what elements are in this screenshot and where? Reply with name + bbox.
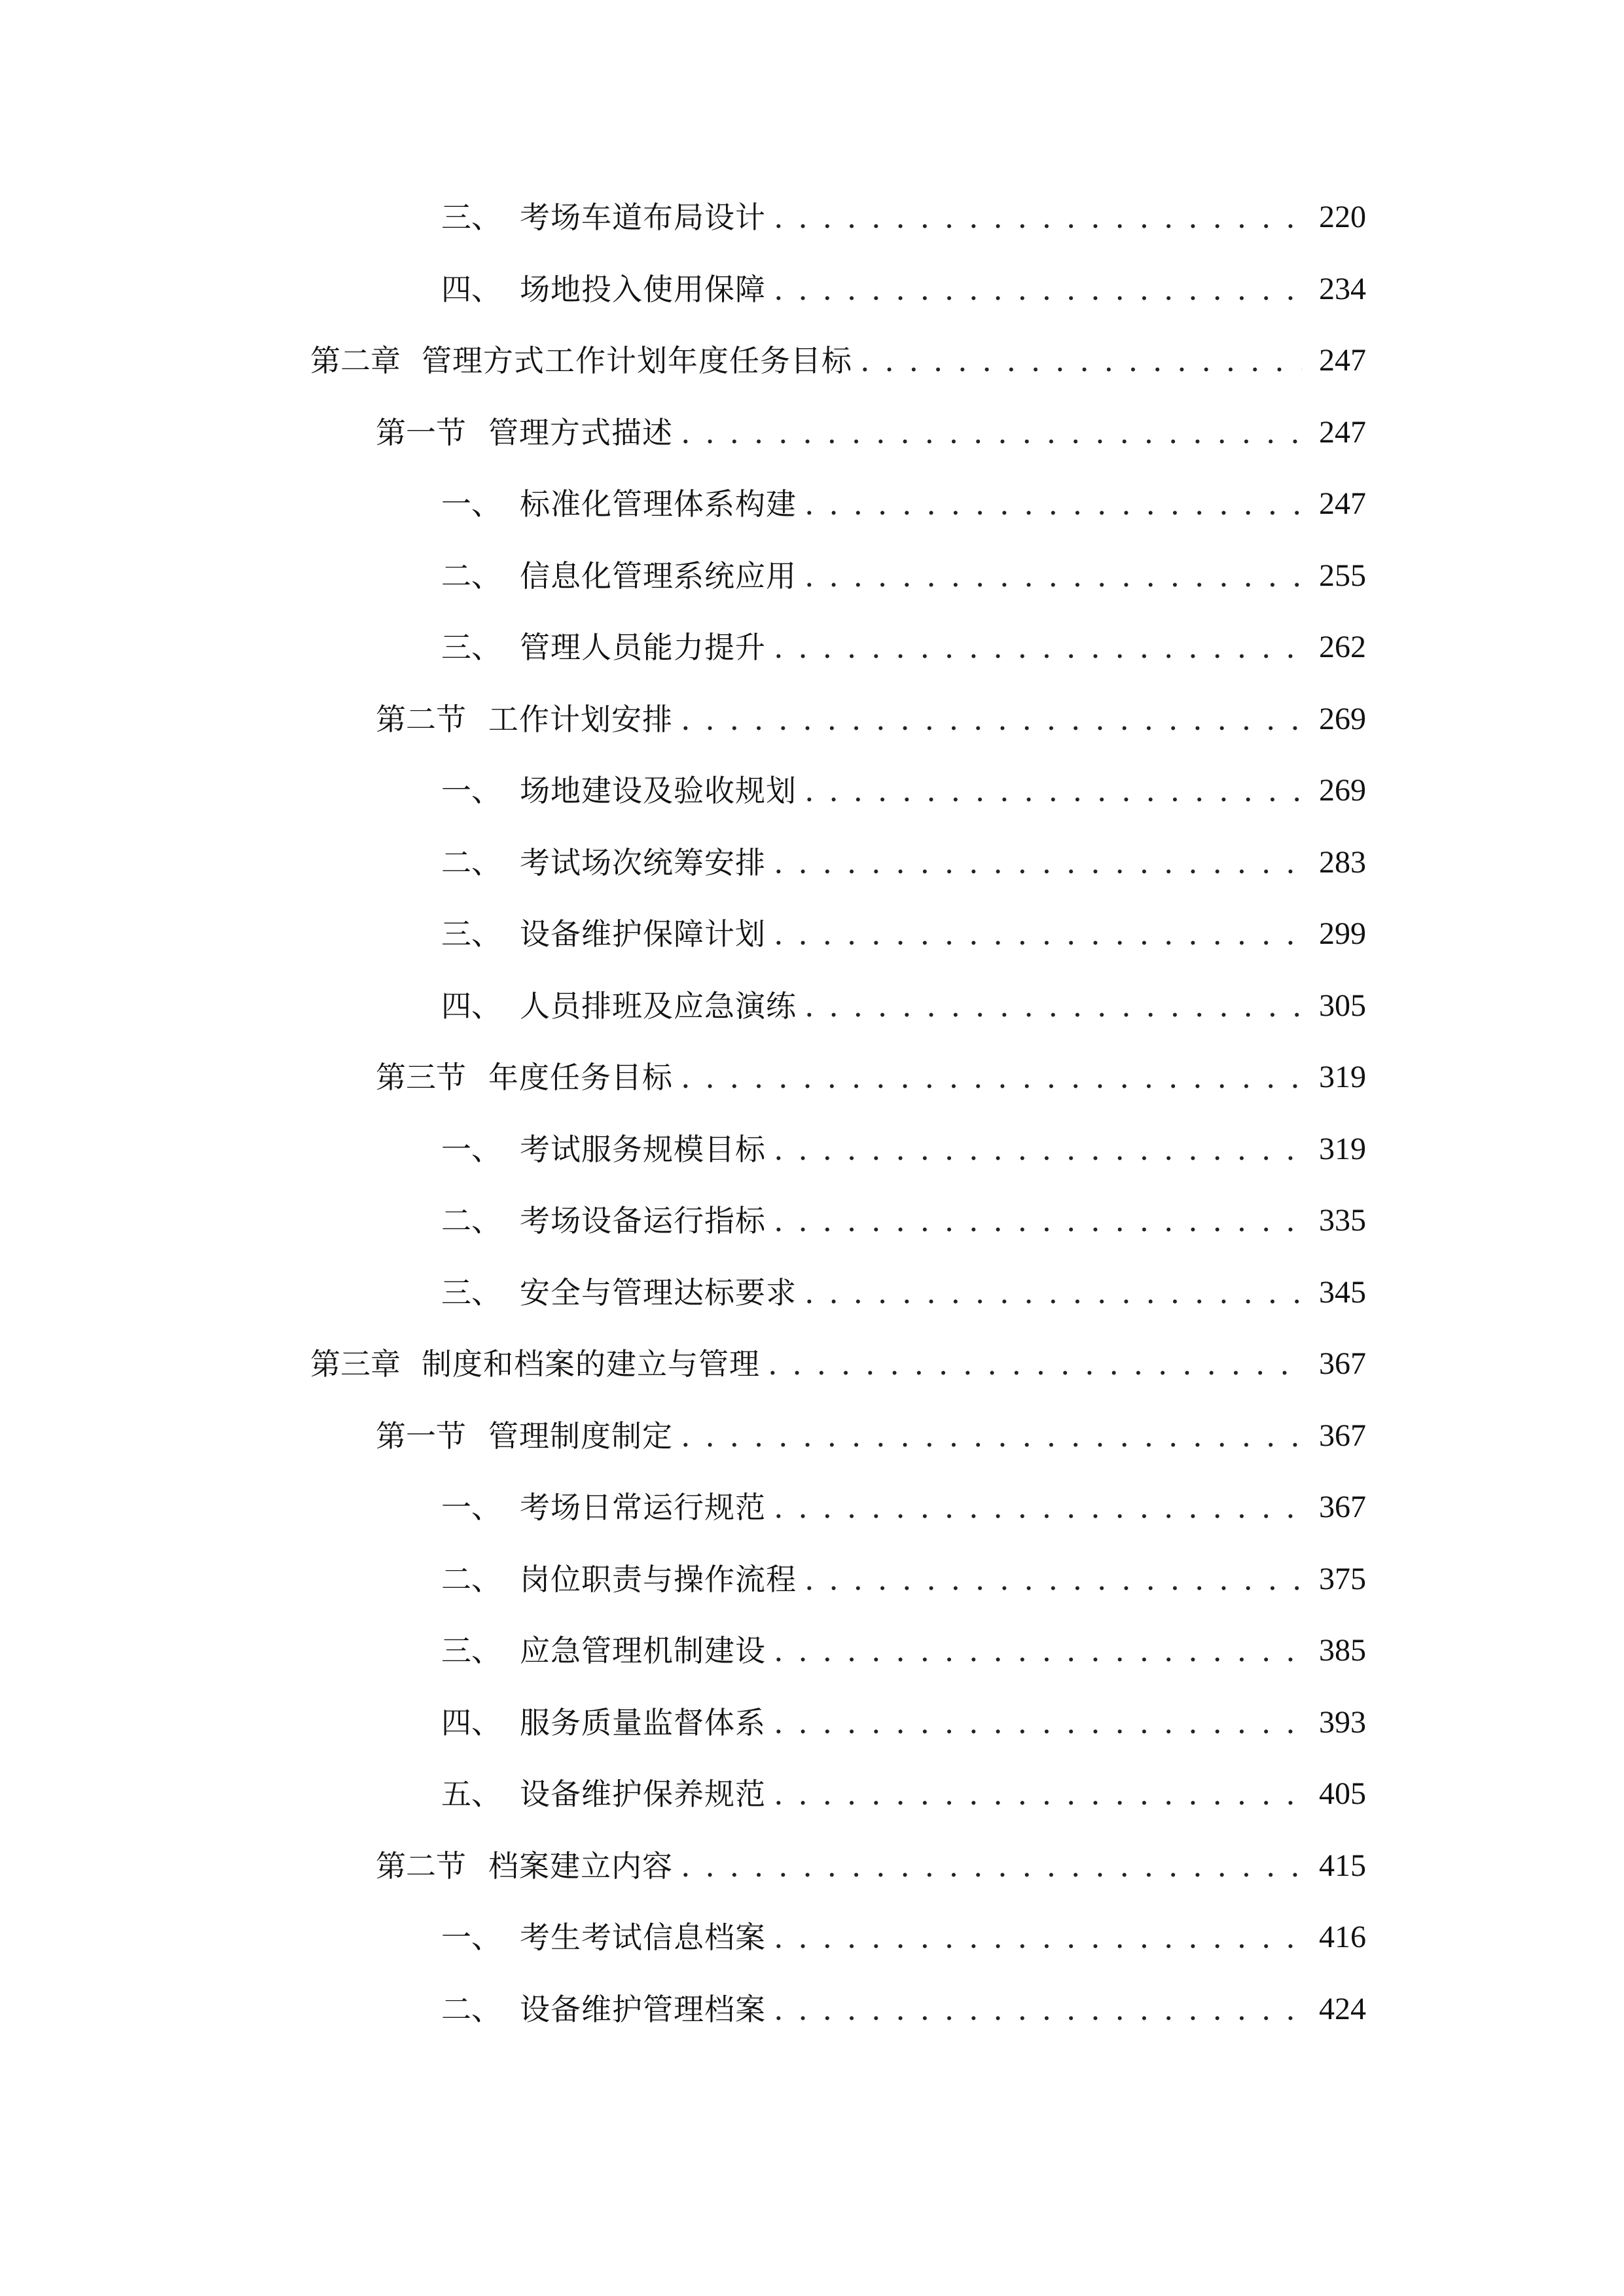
toc-entry[interactable]	[441, 836, 1366, 889]
dot-leader	[860, 334, 1302, 387]
toc-entry-page-number: 393	[1319, 1705, 1366, 1740]
dot-leader	[774, 1911, 1302, 1964]
toc-entry-title: 考场设备运行指标	[520, 1203, 766, 1238]
dot-leader	[681, 1051, 1302, 1103]
toc-entry[interactable]	[441, 621, 1366, 673]
toc-entry-page-number: 299	[1319, 916, 1366, 951]
toc-entry-page-number: 234	[1319, 272, 1366, 306]
toc-entry-title: 年度任务目标	[488, 1060, 673, 1095]
toc-entry-marker: 四、	[441, 272, 501, 307]
toc-entry-page-number: 319	[1319, 1060, 1366, 1094]
dot-leader	[804, 1266, 1302, 1319]
toc-entry[interactable]	[441, 191, 1366, 243]
toc-entry-page-number: 319	[1319, 1132, 1366, 1166]
toc-entry-page-number: 375	[1319, 1562, 1366, 1596]
toc-entry-marker: 第一节	[376, 1418, 466, 1454]
toc-entry-page-number: 247	[1319, 486, 1366, 521]
dot-leader	[774, 263, 1302, 315]
toc-entry-title: 服务质量监督体系	[520, 1705, 766, 1740]
toc-entry-marker: 第三章	[310, 1346, 401, 1382]
toc-entry-title: 标准化管理体系构建	[520, 486, 797, 522]
toc-entry[interactable]	[441, 1768, 1366, 1820]
toc-entry-page-number: 247	[1319, 415, 1366, 450]
toc-entry[interactable]	[376, 1051, 1366, 1103]
dot-leader	[681, 693, 1302, 745]
toc-entry-title: 场地投入使用保障	[520, 272, 766, 307]
dot-leader	[774, 1624, 1302, 1677]
toc-entry-title: 设备维护管理档案	[520, 1992, 766, 2027]
toc-entry-page-number: 416	[1319, 1920, 1366, 1954]
toc-entry-title: 考试服务规模目标	[520, 1132, 766, 1167]
toc-entry-page-number: 367	[1319, 1346, 1366, 1381]
toc-entry[interactable]	[376, 1840, 1366, 1892]
toc-entry[interactable]	[441, 1911, 1366, 1964]
dot-leader	[681, 406, 1302, 459]
toc-entry-title: 设备维护保障计划	[520, 916, 766, 952]
toc-entry-marker: 三、	[441, 200, 501, 235]
toc-entry-title: 应急管理机制建设	[520, 1633, 766, 1668]
toc-entry[interactable]	[310, 1338, 1366, 1390]
toc-entry-marker: 第二节	[376, 1848, 466, 1884]
toc-entry[interactable]	[441, 1123, 1366, 1175]
dot-leader	[774, 1983, 1302, 2036]
dot-leader	[774, 1768, 1302, 1820]
toc-entry[interactable]	[441, 1624, 1366, 1677]
toc-entry-page-number: 255	[1319, 558, 1366, 593]
toc-entry-marker: 五、	[441, 1776, 501, 1812]
toc-entry-title: 安全与管理达标要求	[520, 1275, 797, 1310]
toc-entry[interactable]	[441, 478, 1366, 530]
dot-leader	[804, 764, 1302, 817]
toc-entry-title: 考场车道布局设计	[520, 200, 766, 235]
toc-entry-title: 管理方式工作计划年度任务目标	[422, 343, 852, 378]
toc-entry-title: 工作计划安排	[488, 702, 673, 737]
toc-entry-title: 考试场次统筹安排	[520, 845, 766, 880]
toc-entry-marker: 第三节	[376, 1060, 466, 1095]
dot-leader	[774, 1123, 1302, 1175]
dot-leader	[774, 1194, 1302, 1247]
dot-leader	[681, 1410, 1302, 1462]
toc-entry[interactable]	[376, 1410, 1366, 1462]
toc-entry-title: 场地建设及验收规划	[520, 773, 797, 808]
toc-entry-marker: 二、	[441, 558, 501, 594]
toc-entry-page-number: 405	[1319, 1776, 1366, 1811]
toc-entry-page-number: 262	[1319, 630, 1366, 664]
toc-entry[interactable]	[441, 1194, 1366, 1247]
dot-leader	[774, 1481, 1302, 1534]
toc-entry-title: 岗位职责与操作流程	[520, 1562, 797, 1597]
toc-entry-marker: 一、	[441, 1490, 501, 1525]
toc-entry-page-number: 269	[1319, 702, 1366, 736]
toc-entry-page-number: 367	[1319, 1418, 1366, 1453]
toc-entry-title: 考生考试信息档案	[520, 1920, 766, 1955]
toc-entry[interactable]	[441, 980, 1366, 1032]
toc-entry[interactable]	[441, 263, 1366, 315]
toc-entry-page-number: 415	[1319, 1848, 1366, 1883]
toc-entry-page-number: 305	[1319, 988, 1366, 1023]
toc-entry-title: 考场日常运行规范	[520, 1490, 766, 1525]
toc-entry-page-number: 345	[1319, 1275, 1366, 1310]
toc-entry-marker: 二、	[441, 1992, 501, 2027]
dot-leader	[804, 550, 1302, 602]
toc-entry-marker: 第二章	[310, 343, 401, 378]
toc-entry-page-number: 367	[1319, 1490, 1366, 1524]
toc-entry-title: 制度和档案的建立与管理	[422, 1346, 760, 1382]
toc-entry-marker: 一、	[441, 1920, 501, 1955]
toc-entry-marker: 第一节	[376, 415, 466, 450]
dot-leader	[774, 621, 1302, 673]
toc-entry[interactable]	[441, 1553, 1366, 1605]
dot-leader	[804, 478, 1302, 530]
toc-entry-page-number: 335	[1319, 1203, 1366, 1238]
toc-entry[interactable]	[441, 908, 1366, 960]
toc-entry-page-number: 424	[1319, 1992, 1366, 2026]
toc-entry-marker: 三、	[441, 1633, 501, 1668]
toc-entry[interactable]	[376, 406, 1366, 459]
dot-leader	[804, 980, 1302, 1032]
toc-entry-page-number: 385	[1319, 1633, 1366, 1668]
toc-entry[interactable]	[441, 1983, 1366, 2036]
toc-entry-title: 人员排班及应急演练	[520, 988, 797, 1024]
toc-entry[interactable]	[441, 764, 1366, 817]
toc-entry-marker: 二、	[441, 1203, 501, 1238]
toc-entry-page-number: 269	[1319, 773, 1366, 808]
toc-entry-marker: 一、	[441, 1132, 501, 1167]
toc-entry-marker: 四、	[441, 1705, 501, 1740]
dot-leader	[774, 836, 1302, 889]
toc-entry-marker: 二、	[441, 1562, 501, 1597]
toc-entry[interactable]	[310, 334, 1366, 387]
toc-entry-title: 管理制度制定	[488, 1418, 673, 1454]
toc-entry-page-number: 247	[1319, 343, 1366, 378]
toc-entry-marker: 二、	[441, 845, 501, 880]
dot-leader	[774, 908, 1302, 960]
toc-entry[interactable]	[376, 693, 1366, 745]
toc-entry-marker: 三、	[441, 1275, 501, 1310]
toc-entry-title: 信息化管理系统应用	[520, 558, 797, 594]
toc-entry[interactable]	[441, 550, 1366, 602]
toc-entry[interactable]	[441, 1266, 1366, 1319]
toc-entry-marker: 三、	[441, 630, 501, 665]
toc-entry-marker: 四、	[441, 988, 501, 1024]
toc-entry-marker: 第二节	[376, 702, 466, 737]
toc-entry-page-number: 283	[1319, 845, 1366, 880]
dot-leader	[768, 1338, 1302, 1390]
toc-entry-title: 管理人员能力提升	[520, 630, 766, 665]
toc-entry[interactable]	[441, 1696, 1366, 1749]
dot-leader	[804, 1553, 1302, 1605]
dot-leader	[681, 1840, 1302, 1892]
toc-entry-title: 设备维护保养规范	[520, 1776, 766, 1812]
toc-entry[interactable]	[441, 1481, 1366, 1534]
toc-entry-page-number: 220	[1319, 200, 1366, 234]
toc-entry-marker: 一、	[441, 486, 501, 522]
toc-entry-title: 管理方式描述	[488, 415, 673, 450]
dot-leader	[774, 191, 1302, 243]
toc-entry-marker: 一、	[441, 773, 501, 808]
toc-entry-marker: 三、	[441, 916, 501, 952]
toc-entry-title: 档案建立内容	[488, 1848, 673, 1884]
dot-leader	[774, 1696, 1302, 1749]
